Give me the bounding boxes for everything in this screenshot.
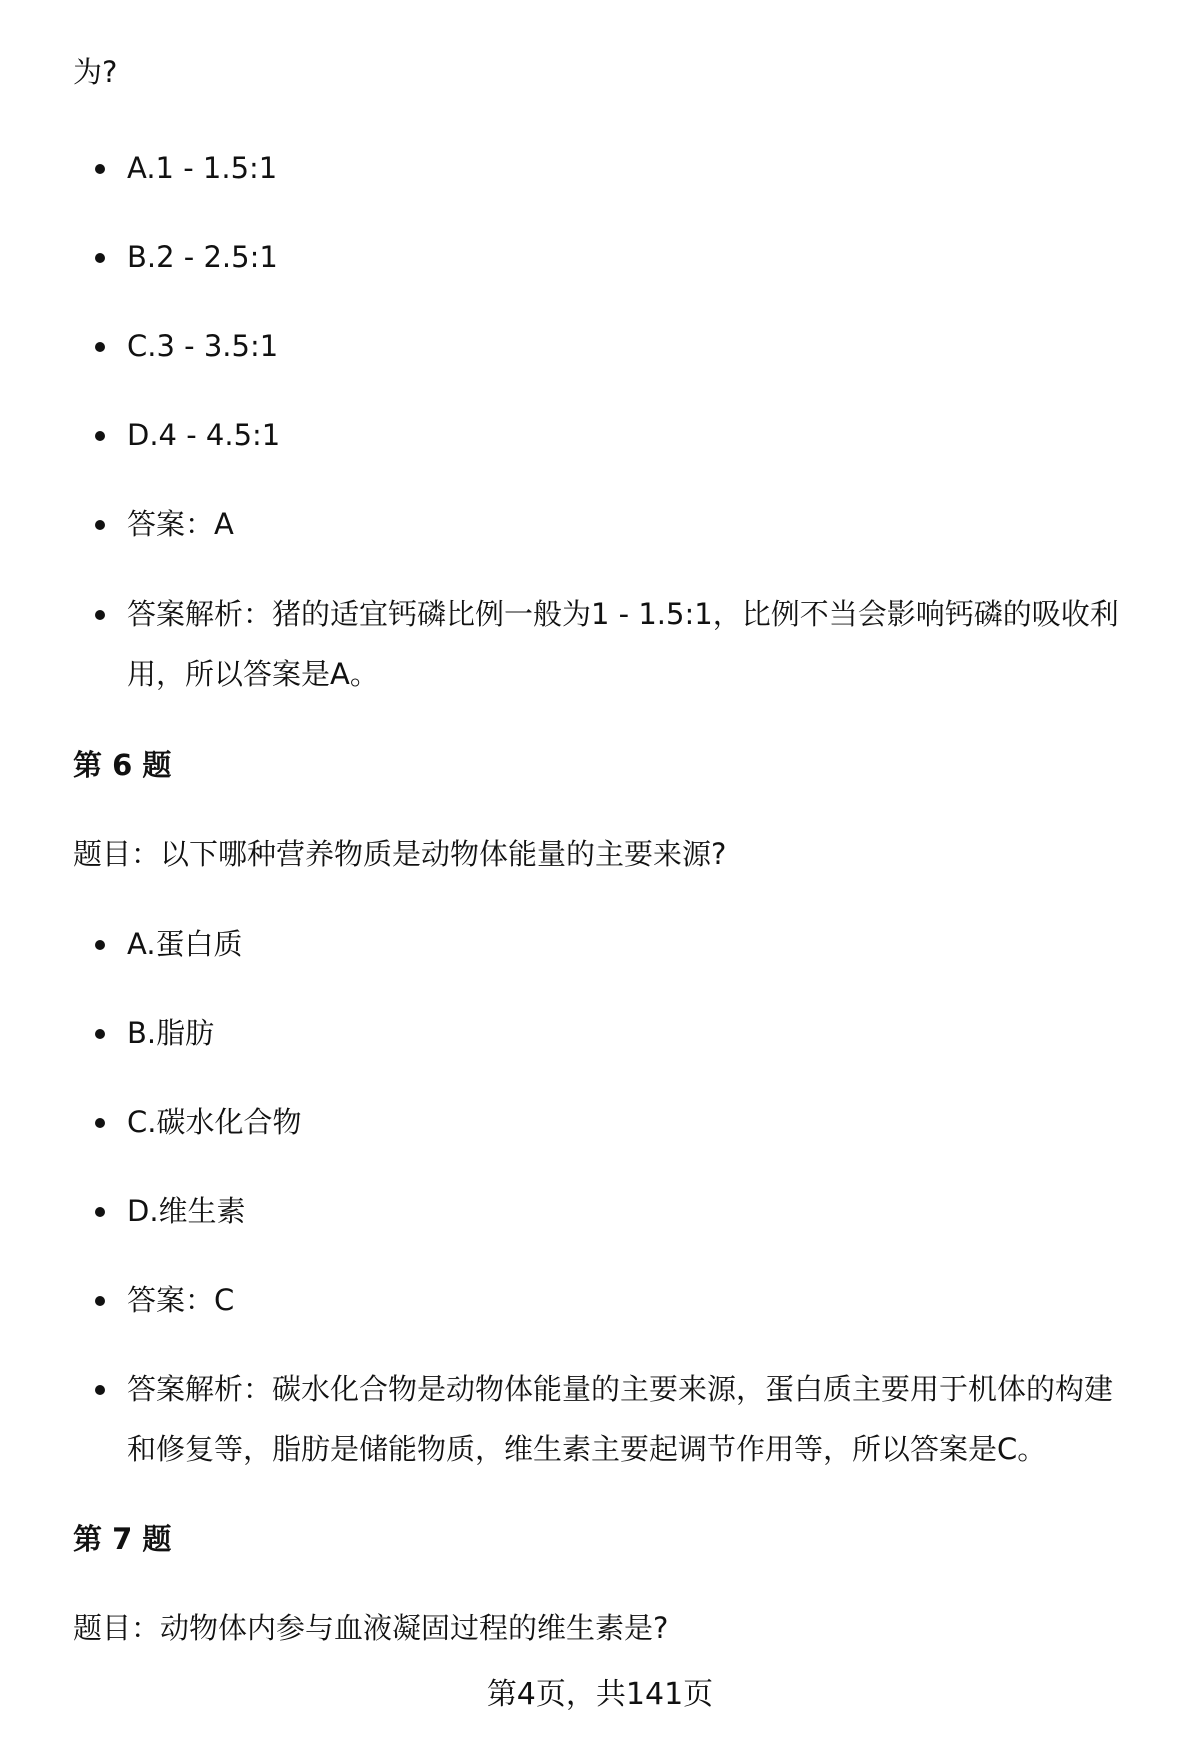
option-a: A.1 - 1.5:1 (127, 151, 278, 185)
bullet-icon (95, 1118, 105, 1128)
answer-text: 答案：A (127, 507, 234, 541)
analysis-line-2: 和修复等，脂肪是储能物质，维生素主要起调节作用等，所以答案是C。 (127, 1432, 1047, 1466)
bullet-icon (95, 940, 105, 950)
option-c: C.碳水化合物 (127, 1105, 302, 1139)
bullet-icon (95, 1207, 105, 1217)
analysis-line-1: 答案解析：猪的适宜钙磷比例一般为1 - 1.5:1，比例不当会影响钙磷的吸收利 (127, 597, 1119, 631)
option-b: B.2 - 2.5:1 (127, 240, 278, 274)
analysis-line-1: 答案解析：碳水化合物是动物体能量的主要来源，蛋白质主要用于机体的构建 (127, 1372, 1114, 1406)
intro-text: 为? (73, 55, 118, 89)
question-heading: 第 6 题 (73, 748, 172, 782)
question-heading: 第 7 题 (73, 1522, 172, 1556)
option-a: A.蛋白质 (127, 927, 243, 961)
question-text: 题目：以下哪种营养物质是动物体能量的主要来源? (73, 837, 727, 871)
bullet-icon (95, 1296, 105, 1306)
question-text: 题目：动物体内参与血液凝固过程的维生素是? (73, 1611, 669, 1645)
bullet-icon (95, 1385, 105, 1395)
analysis-line-2: 用，所以答案是A。 (127, 657, 379, 691)
option-d: D.维生素 (127, 1194, 246, 1228)
bullet-icon (95, 342, 105, 352)
bullet-icon (95, 1029, 105, 1039)
option-d: D.4 - 4.5:1 (127, 418, 281, 452)
option-c: C.3 - 3.5:1 (127, 329, 279, 363)
bullet-icon (95, 520, 105, 530)
bullet-icon (95, 610, 105, 620)
bullet-icon (95, 164, 105, 174)
answer-text: 答案：C (127, 1283, 235, 1317)
option-b: B.脂肪 (127, 1016, 215, 1050)
bullet-icon (95, 431, 105, 441)
bullet-icon (95, 253, 105, 263)
page-footer: 第4页，共141页 (486, 1677, 714, 1712)
